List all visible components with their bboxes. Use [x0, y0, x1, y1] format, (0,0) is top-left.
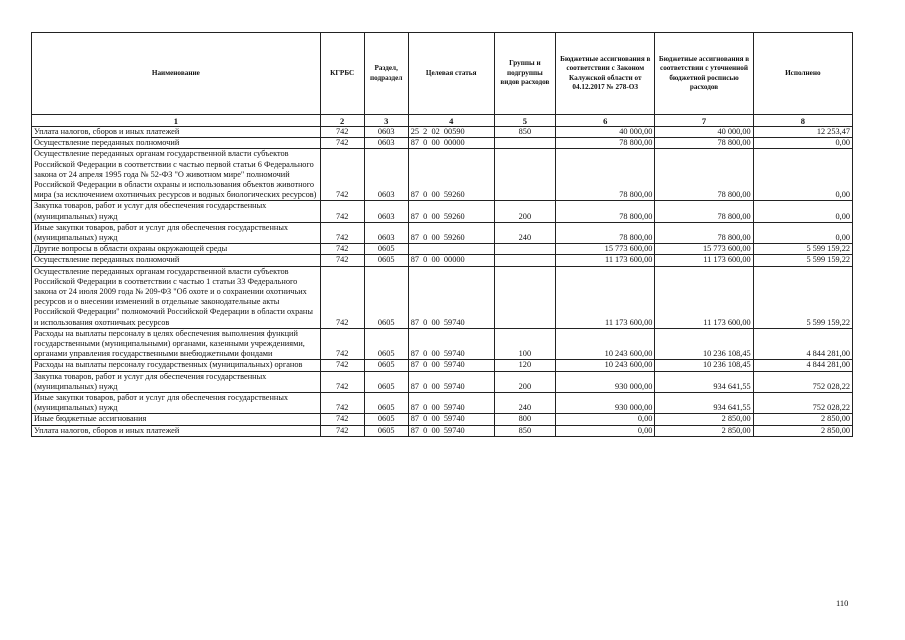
- row-target-cell: 87 0 00 59740: [408, 425, 494, 436]
- table-row: [32, 371, 853, 392]
- column-number: 1: [32, 115, 321, 127]
- row-law-amount-cell: 10 243 600,00: [556, 360, 655, 371]
- row-ktrbs-cell: 742: [320, 328, 364, 360]
- row-section-cell: 0605: [364, 255, 408, 266]
- header-executed: Исполнено: [753, 33, 852, 115]
- row-law-amount-cell: 10 243 600,00: [556, 328, 655, 360]
- row-target-cell: 87 0 00 59260: [408, 149, 494, 201]
- row-name-cell: Уплата налогов, сборов и иных платежей: [32, 425, 321, 436]
- row-target-cell: 87 0 00 59740: [408, 328, 494, 360]
- table-row: [32, 138, 853, 149]
- table-body: [32, 127, 853, 437]
- row-section-cell: 0605: [364, 328, 408, 360]
- row-group-cell: [494, 266, 555, 328]
- table-row: [32, 244, 853, 255]
- row-ktrbs-cell: 742: [320, 222, 364, 243]
- row-law-amount-cell: 15 773 600,00: [556, 244, 655, 255]
- row-refined-amount-cell: 10 236 108,45: [655, 360, 753, 371]
- header-target: Целевая статья: [408, 33, 494, 115]
- column-number-row: [32, 115, 853, 127]
- row-law-amount-cell: 78 800,00: [556, 149, 655, 201]
- header-budget-law: Бюджетные ассигнования в соответствии с Законом Калужской области от 04.12.2017 № 278-ОЗ: [556, 33, 655, 115]
- row-executed-amount-cell: 752 028,22: [753, 393, 852, 414]
- row-law-amount-cell: 78 800,00: [556, 138, 655, 149]
- row-executed-amount-cell: 752 028,22: [753, 371, 852, 392]
- row-target-cell: 87 0 00 00000: [408, 255, 494, 266]
- column-number: 7: [655, 115, 753, 127]
- row-name-cell: Иные закупки товаров, работ и услуг для обеспечения государственных (муниципальных) нужд: [32, 393, 321, 414]
- row-ktrbs-cell: 742: [320, 138, 364, 149]
- row-section-cell: 0605: [364, 371, 408, 392]
- header-budget-refined: Бюджетные ассигнования в соответствии с уточненной бюджетной росписью расходов: [655, 33, 753, 115]
- row-law-amount-cell: 11 173 600,00: [556, 255, 655, 266]
- row-group-cell: [494, 149, 555, 201]
- row-group-cell: [494, 255, 555, 266]
- row-name-cell: Иные бюджетные ассигнования: [32, 414, 321, 425]
- row-target-cell: 87 0 00 59740: [408, 393, 494, 414]
- row-refined-amount-cell: 2 850,00: [655, 414, 753, 425]
- row-name-cell: Закупка товаров, работ и услуг для обеспечения государственных (муниципальных) нужд: [32, 371, 321, 392]
- table-row: [32, 255, 853, 266]
- row-name-cell: Осуществление переданных полномочий: [32, 255, 321, 266]
- row-name-cell: Расходы на выплаты персоналу в целях обеспечения выполнения функций государственными (муниципальными) органами, казенными учреждениями, органами управления государственными внебюджетными фондами: [32, 328, 321, 360]
- column-number: 4: [408, 115, 494, 127]
- row-section-cell: 0605: [364, 414, 408, 425]
- row-law-amount-cell: 930 000,00: [556, 371, 655, 392]
- column-number: 6: [556, 115, 655, 127]
- row-refined-amount-cell: 78 800,00: [655, 222, 753, 243]
- row-name-cell: Другие вопросы в области охраны окружающей среды: [32, 244, 321, 255]
- row-ktrbs-cell: 742: [320, 201, 364, 222]
- row-executed-amount-cell: 0,00: [753, 222, 852, 243]
- row-name-cell: Закупка товаров, работ и услуг для обеспечения государственных (муниципальных) нужд: [32, 201, 321, 222]
- row-group-cell: 850: [494, 127, 555, 138]
- row-group-cell: 120: [494, 360, 555, 371]
- row-ktrbs-cell: 742: [320, 371, 364, 392]
- row-executed-amount-cell: 2 850,00: [753, 425, 852, 436]
- row-name-cell: Расходы на выплаты персоналу государственных (муниципальных) органов: [32, 360, 321, 371]
- row-law-amount-cell: 78 800,00: [556, 201, 655, 222]
- header-row: [32, 33, 853, 115]
- column-number: 3: [364, 115, 408, 127]
- row-law-amount-cell: 78 800,00: [556, 222, 655, 243]
- column-number: 5: [494, 115, 555, 127]
- row-executed-amount-cell: 4 844 281,00: [753, 328, 852, 360]
- table-row: [32, 222, 853, 243]
- row-group-cell: 200: [494, 201, 555, 222]
- row-ktrbs-cell: 742: [320, 360, 364, 371]
- row-refined-amount-cell: 15 773 600,00: [655, 244, 753, 255]
- header-ktrbs: КГРБС: [320, 33, 364, 115]
- row-target-cell: [408, 244, 494, 255]
- row-name-cell: Уплата налогов, сборов и иных платежей: [32, 127, 321, 138]
- row-group-cell: 240: [494, 393, 555, 414]
- row-name-cell: Осуществление переданных полномочий: [32, 138, 321, 149]
- row-group-cell: [494, 138, 555, 149]
- row-ktrbs-cell: 742: [320, 266, 364, 328]
- table-row: [32, 393, 853, 414]
- row-section-cell: 0605: [364, 360, 408, 371]
- row-name-cell: Осуществление переданных органам государственной власти субъектов Российской Федерации в соответствии с частью 1 статьи 33 Федерального закона от 24 июля 2009 года № 209-ФЗ "Об охоте и о сохранении охотничьих ресурсов и о внесении изменений в отдельные законодательные акты Российской Федерации" полномочий Российской Федерации в области охраны и использования охотничьих ресурсов: [32, 266, 321, 328]
- row-name-cell: Осуществление переданных органам государственной власти субъектов Российской Федерации в соответствии с частью первой статьи 6 Федерального закона от 24 апреля 1995 года № 52-ФЗ "О животном мире" полномочий Российской Федерации в области охраны и использования объектов животного мира (за исключением охотничьих ресурсов и водных биологических ресурсов): [32, 149, 321, 201]
- table-row: [32, 149, 853, 201]
- row-executed-amount-cell: 0,00: [753, 201, 852, 222]
- row-law-amount-cell: 40 000,00: [556, 127, 655, 138]
- row-target-cell: 87 0 00 59260: [408, 201, 494, 222]
- row-ktrbs-cell: 742: [320, 244, 364, 255]
- row-target-cell: 87 0 00 59260: [408, 222, 494, 243]
- row-executed-amount-cell: 5 599 159,22: [753, 255, 852, 266]
- row-target-cell: 25 2 02 00590: [408, 127, 494, 138]
- row-ktrbs-cell: 742: [320, 414, 364, 425]
- row-executed-amount-cell: 0,00: [753, 149, 852, 201]
- row-target-cell: 87 0 00 59740: [408, 414, 494, 425]
- row-refined-amount-cell: 934 641,55: [655, 371, 753, 392]
- table-row: [32, 127, 853, 138]
- row-section-cell: 0603: [364, 138, 408, 149]
- header-section: Раздел, подраздел: [364, 33, 408, 115]
- column-number: 8: [753, 115, 852, 127]
- row-group-cell: 200: [494, 371, 555, 392]
- row-target-cell: 87 0 00 59740: [408, 360, 494, 371]
- row-ktrbs-cell: 742: [320, 127, 364, 138]
- row-section-cell: 0603: [364, 127, 408, 138]
- header-groups: Группы и подгруппы видов расходов: [494, 33, 555, 115]
- table-row: [32, 328, 853, 360]
- row-name-cell: Иные закупки товаров, работ и услуг для обеспечения государственных (муниципальных) нужд: [32, 222, 321, 243]
- row-ktrbs-cell: 742: [320, 255, 364, 266]
- row-target-cell: 87 0 00 59740: [408, 266, 494, 328]
- row-section-cell: 0605: [364, 266, 408, 328]
- row-refined-amount-cell: 10 236 108,45: [655, 328, 753, 360]
- table-row: [32, 360, 853, 371]
- row-ktrbs-cell: 742: [320, 393, 364, 414]
- row-executed-amount-cell: 5 599 159,22: [753, 244, 852, 255]
- column-number: 2: [320, 115, 364, 127]
- row-section-cell: 0603: [364, 222, 408, 243]
- row-refined-amount-cell: 2 850,00: [655, 425, 753, 436]
- row-executed-amount-cell: 5 599 159,22: [753, 266, 852, 328]
- row-refined-amount-cell: 78 800,00: [655, 138, 753, 149]
- row-refined-amount-cell: 11 173 600,00: [655, 255, 753, 266]
- row-target-cell: 87 0 00 00000: [408, 138, 494, 149]
- header-name: Наименование: [32, 33, 321, 115]
- row-law-amount-cell: 930 000,00: [556, 393, 655, 414]
- row-group-cell: 850: [494, 425, 555, 436]
- row-section-cell: 0603: [364, 149, 408, 201]
- row-ktrbs-cell: 742: [320, 425, 364, 436]
- row-executed-amount-cell: 4 844 281,00: [753, 360, 852, 371]
- row-executed-amount-cell: 2 850,00: [753, 414, 852, 425]
- row-target-cell: 87 0 00 59740: [408, 371, 494, 392]
- row-refined-amount-cell: 40 000,00: [655, 127, 753, 138]
- row-refined-amount-cell: 78 800,00: [655, 149, 753, 201]
- row-group-cell: 240: [494, 222, 555, 243]
- row-executed-amount-cell: 12 253,47: [753, 127, 852, 138]
- row-law-amount-cell: 11 173 600,00: [556, 266, 655, 328]
- table-row: [32, 414, 853, 425]
- row-law-amount-cell: 0,00: [556, 425, 655, 436]
- table-row: [32, 201, 853, 222]
- row-ktrbs-cell: 742: [320, 149, 364, 201]
- page-number: 110: [836, 598, 849, 608]
- row-section-cell: 0605: [364, 425, 408, 436]
- table-row: [32, 266, 853, 328]
- row-refined-amount-cell: 78 800,00: [655, 201, 753, 222]
- row-section-cell: 0603: [364, 201, 408, 222]
- row-executed-amount-cell: 0,00: [753, 138, 852, 149]
- row-section-cell: 0605: [364, 393, 408, 414]
- row-refined-amount-cell: 934 641,55: [655, 393, 753, 414]
- row-section-cell: 0605: [364, 244, 408, 255]
- row-law-amount-cell: 0,00: [556, 414, 655, 425]
- table-row: [32, 425, 853, 436]
- row-group-cell: 800: [494, 414, 555, 425]
- row-refined-amount-cell: 11 173 600,00: [655, 266, 753, 328]
- budget-table: [31, 32, 853, 437]
- row-group-cell: 100: [494, 328, 555, 360]
- row-group-cell: [494, 244, 555, 255]
